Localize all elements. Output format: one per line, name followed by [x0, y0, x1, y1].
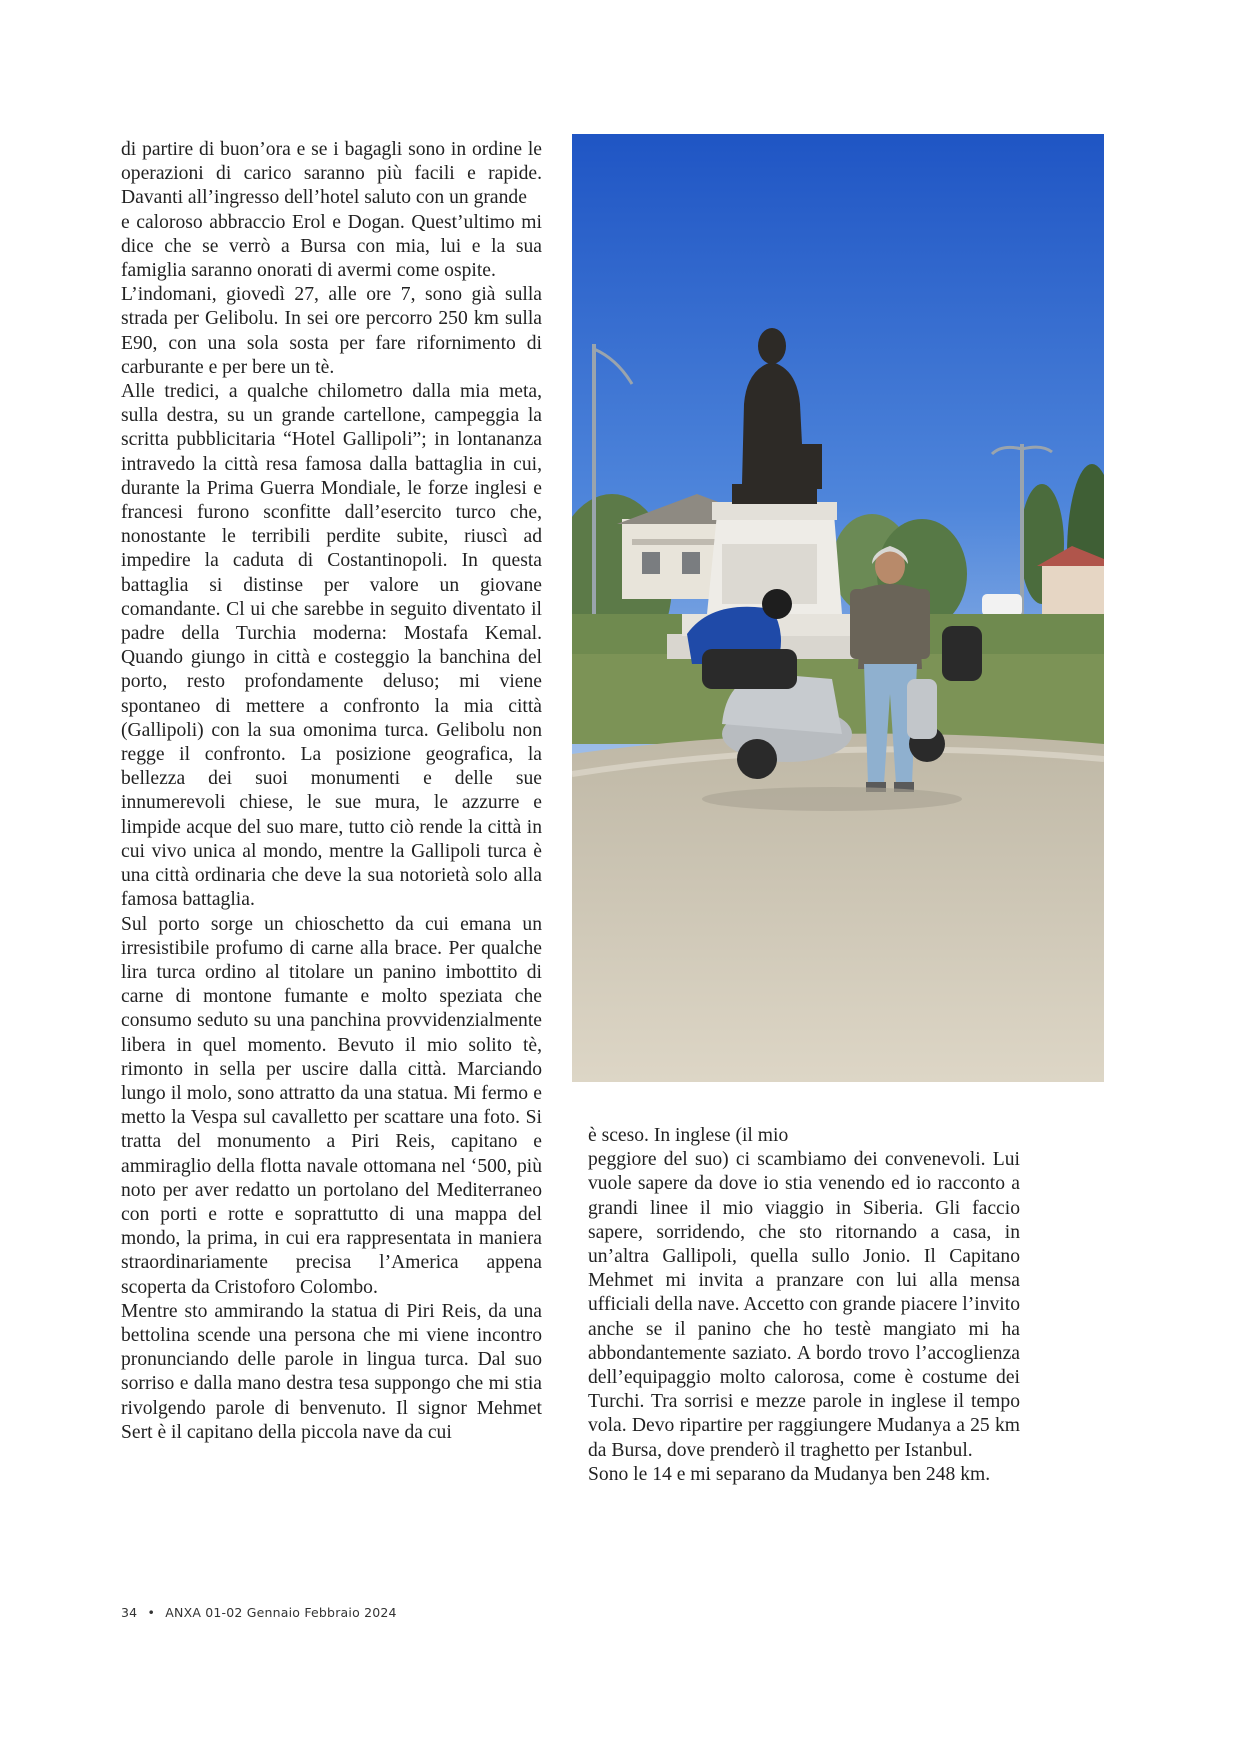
paragraph-2: e caloroso abbraccio Erol e Dogan. Quest’ultimo mi dice che se verrò a Bursa con mia, lui e la sua famiglia saranno onorati di avermi come ospite.: [121, 211, 542, 282]
article-right-column: [588, 1124, 1020, 1487]
paragraph-6: Mentre sto ammirando la statua di Piri Reis, da una bettolina scende una persona che mi viene incontro pronunciando delle parole in lingua turca. Dal suo sorriso e dalla mano destra tesa suppongo che mi stia rivolgendo parole di benvenuto. Il signor Mehmet Sert è il capitano della piccola nave da cui: [121, 1300, 542, 1443]
paragraph-5: Sul porto sorge un chioschetto da cui emana un irresistibile profumo di carne alla brace. Per qualche lira turca ordino al titolare un panino imbottito di carne di montone fumante e molto speziata che consumo seduto su una panchina provvidenzialmente libera in quel momento. Bevuto il mio solito tè, rimonto in sella per uscire dalla città. Marciando lungo il molo, sono attratto da una statua. Mi fermo e metto la Vespa sul cavalletto per scattare una foto. Si tratta del monumento a Piri Reis, capitano e ammiraglio della flotta navale ottomana nel ‘500, più noto per aver redatto un portolano del Mediterraneo con porti e rotte e soprattutto di una mappa del mondo, la prima, in cui era rappresentata in maniera straordinariamente precisa l’America appena scoperta da Cristoforo Colombo.: [121, 913, 542, 1298]
article-photo: [572, 134, 1104, 1082]
paragraph-8: peggiore del suo) ci scambiamo dei convenevoli. Lui vuole sapere da dove io stia venendo ed io racconto a grandi linee il mio viaggio in Siberia. Gli faccio sapere, sorridendo, che sto ritornando a casa, in un’altra Gallipoli, quella sullo Jonio. Il Capitano Mehmet mi invita a pranzare con lui alla mensa ufficiali della nave. Accetto con grande piacere l’invito anche se il panino che ho testè mangiato mi ha abbondantemente saziato. A bordo trovo l’accoglienza dell’equipaggio molto calorosa, come è costume dei Turchi. Tra sorrisi e mezze parole in inglese il tempo vola. Devo ripartire per raggiungere Mudanya a 25 km da Bursa, dove prenderò il traghetto per Istanbul.: [588, 1149, 1020, 1461]
paragraph-4: Alle tredici, a qualche chilometro dalla mia meta, sulla destra, su un grande cartellone, campeggia la scritta pubblicitaria “Hotel Gallipoli”; in lontananza intravedo la città resa famosa dalla battaglia in cui, durante la Prima Guerra Mondiale, le forze inglesi e francesi furono sconfitte dall’esercito turco che, nonostante le terribili perdite subite, riuscì ad impedire la caduta di Costantinopoli. In questa battaglia si distinse per valore un giovane comandante. Cl ui che sarebbe in seguito diventato il padre della Turchia moderna: Mostafa Kemal. Quando giungo in città e costeggio la banchina del porto, resto profondamente deluso; mi viene spontaneo di mettere a confronto la mia città (Gallipoli) con la sua omonima turca. Gelibolu non regge il confronto. La posizione geografica, la bellezza dei suoi monumenti e delle sue innumerevoli chiese, le sue mura, le azzurre e limpide acque del suo mare, tutto ciò rende la città in cui vivo unica al mondo, mentre la Gallipoli turca è una città ordinaria che deve la sua notorietà solo alla famosa battaglia.: [121, 381, 542, 911]
magazine-issue: ANXA 01-02 Gennaio Febbraio 2024: [165, 1605, 397, 1620]
paragraph-9: Sono le 14 e mi separano da Mudanya ben 248 km.: [588, 1463, 991, 1485]
page-footer: [121, 1605, 397, 1620]
paragraph-3: L’indomani, giovedì 27, alle ore 7, sono già sulla strada per Gelibolu. In sei ore percorro 250 km sulla E90, con una sola sosta per fare rifornimento di carburante e per bere un tè.: [121, 284, 542, 378]
page-number: 34: [121, 1605, 138, 1620]
footer-separator: •: [147, 1605, 156, 1620]
paragraph-1: di partire di buon’ora e se i bagagli sono in ordine le operazioni di carico saranno più facili e rapide. Davanti all’ingresso dell’hotel saluto con un grande: [121, 139, 542, 209]
paragraph-7: è sceso. In inglese (il mio: [588, 1125, 789, 1146]
photo-statue-vespa: [572, 134, 1104, 1082]
article-left-column: [121, 138, 542, 1445]
